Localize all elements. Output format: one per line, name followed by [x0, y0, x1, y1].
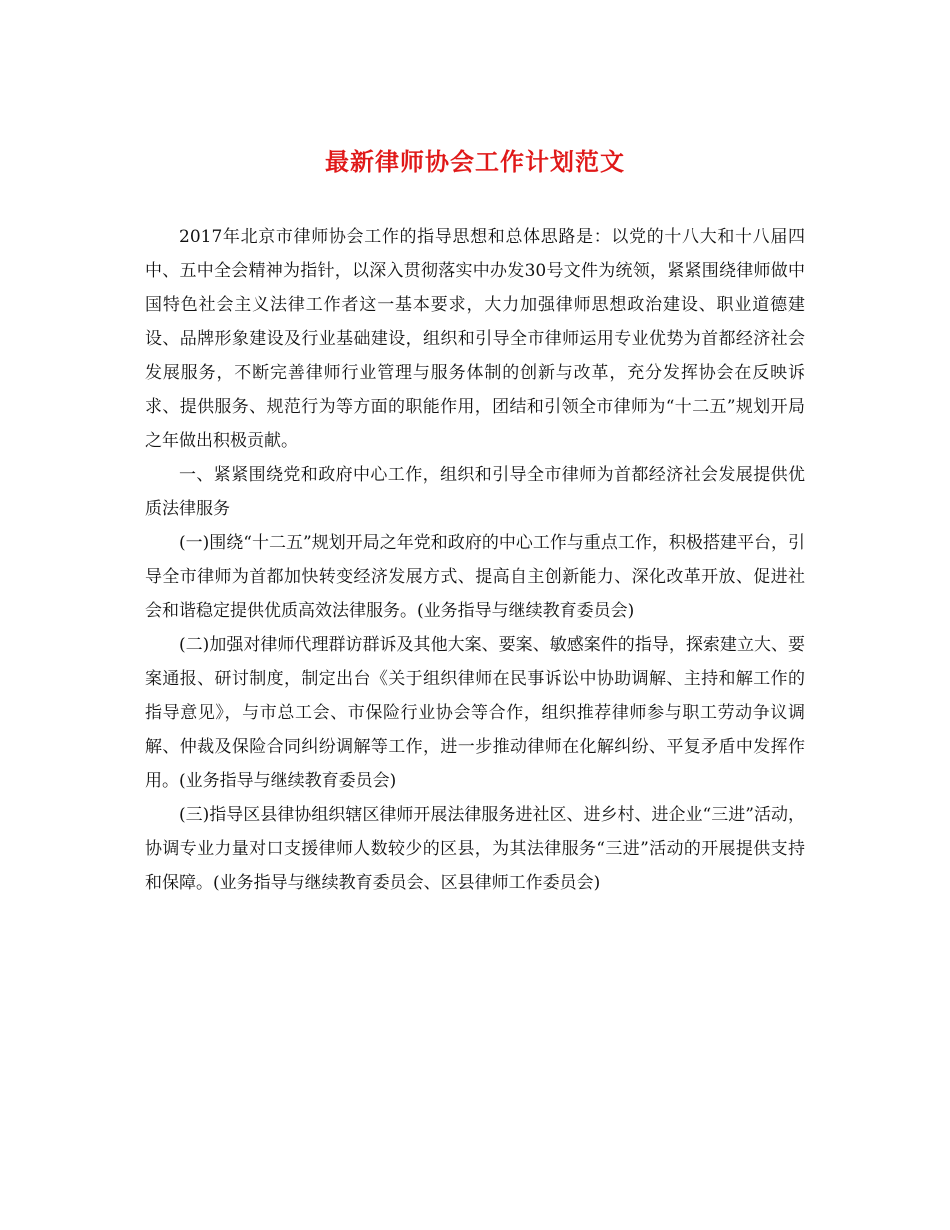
document-title: 最新律师协会工作计划范文: [325, 147, 625, 176]
paragraph-item-3: (三)指导区县律协组织辖区律师开展法律服务进社区、进乡村、进企业“三进”活动，协调专业力量对口支援律师人数较少的区县，为其法律服务“三进”活动的开展提供支持和保障。(业务指导与继续教育委员会、区县律师工作委员会): [145, 805, 805, 893]
paragraph-item-2: (二)加强对律师代理群访群诉及其他大案、要案、敏感案件的指导，探索建立大、要案通报、研讨制度，制定出台《关于组织律师在民事诉讼中协助调解、主持和解工作的指导意见》，与市总工会、市保险行业协会等合作，组织推荐律师参与职工劳动争议调解、仲裁及保险合同纠纷调解等工作，进一步推动律师在化解纠纷、平复矛盾中发挥作用。(业务指导与继续教育委员会): [145, 635, 805, 791]
document-body: [145, 220, 805, 900]
paragraph-item-1: (一)围绕“十二五”规划开局之年党和政府的中心工作与重点工作，积极搭建平台，引导全市律师为首都加快转变经济发展方式、提高自主创新能力、深化改革开放、促进社会和谐稳定提供优质高效法律服务。(业务指导与继续教育委员会): [145, 533, 805, 621]
paragraph-intro: 2017年北京市律师协会工作的指导思想和总体思路是：以党的十八大和十八届四中、五中全会精神为指针，以深入贯彻落实中办发30号文件为统领，紧紧围绕律师做中国特色社会主义法律工作者这一基本要求，大力加强律师思想政治建设、职业道德建设、品牌形象建设及行业基础建设，组织和引导全市律师运用专业优势为首都经济社会发展服务，不断完善律师行业管理与服务体制的创新与改革，充分发挥协会在反映诉求、提供服务、规范行为等方面的职能作用，团结和引领全市律师为“十二五”规划开局之年做出积极贡献。: [145, 227, 805, 451]
paragraph-section-heading: 一、紧紧围绕党和政府中心工作，组织和引导全市律师为首都经济社会发展提供优质法律服务: [145, 465, 805, 519]
